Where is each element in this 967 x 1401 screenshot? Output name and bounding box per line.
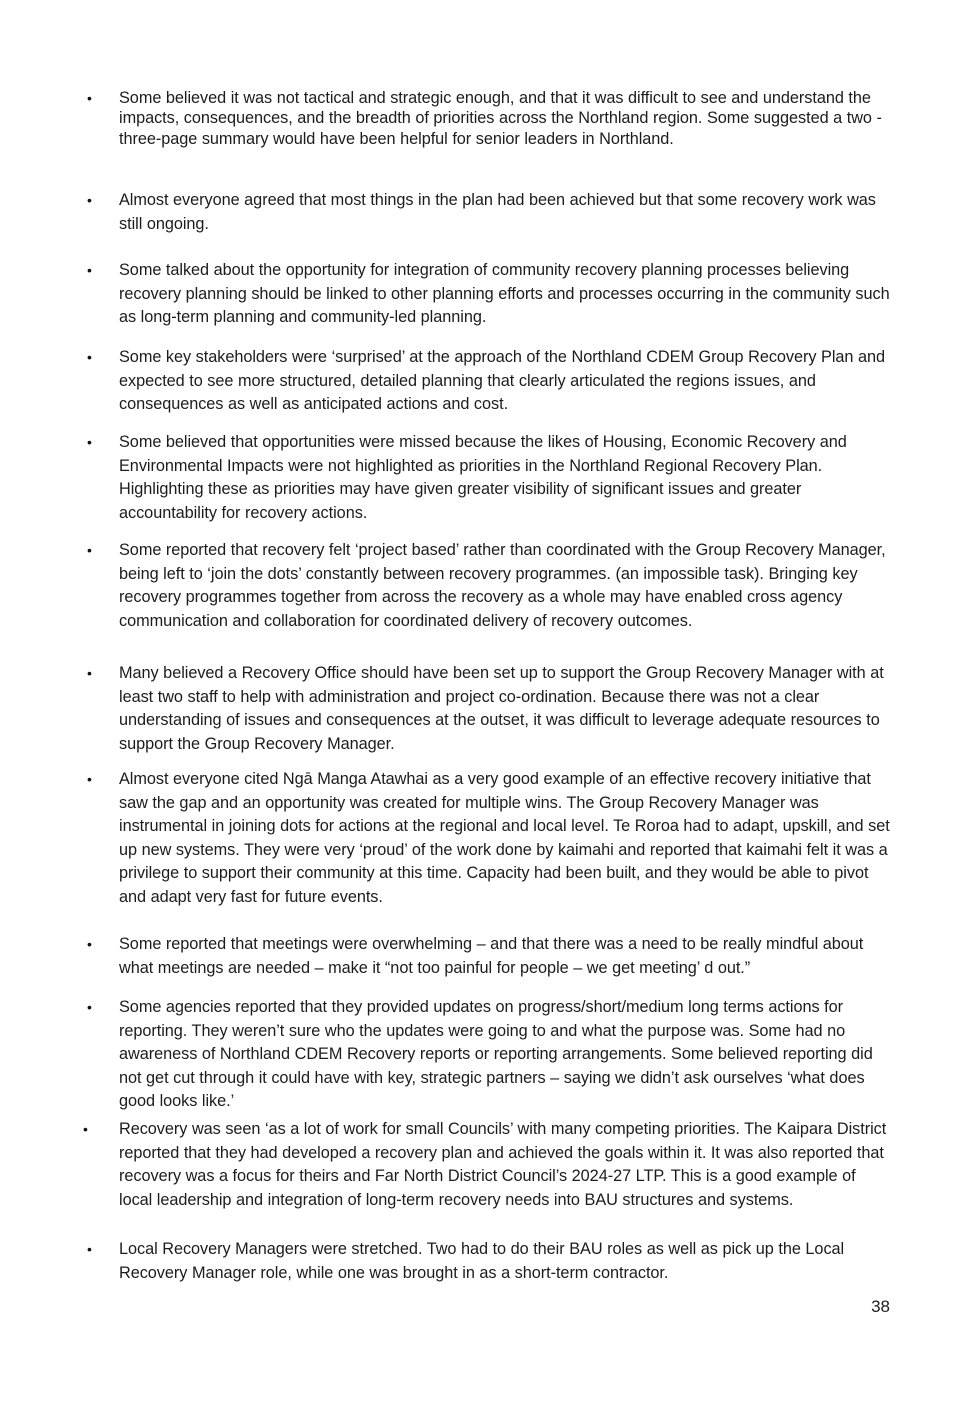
bullet-marker-icon: • [87,434,92,450]
bullet-text: Some reported that meetings were overwhelming – and that there was a need to be really mindful about what meetings are needed – make it “not too painful for people – we get meeting’ d out.” [119,935,864,977]
bullet-item-meetings-overwhelming [82,933,890,980]
bullet-marker-icon: • [87,90,92,106]
bullet-item-tactical-strategic [82,88,890,149]
bullet-text: Some talked about the opportunity for integration of community recovery planning processes believing recovery planning should be linked to other planning efforts and processes occurring in the community such as long-term planning and community-led planning. [119,261,890,326]
page-number: 38 [871,1297,890,1316]
bullet-item-missed-opportunities [82,431,890,525]
bullet-item-most-things-achieved [82,189,890,236]
bullet-text: Recovery was seen ‘as a lot of work for small Councils’ with many competing priorities. The Kaipara District reported that they had developed a recovery plan and achieved the goals within it. It was also reported that recovery was a focus for theirs and Far North District Council’s 2024-27 LTP. This is a good example of local leadership and integration of long-term recovery needs into BAU structures and systems. [119,1120,887,1209]
bullet-marker-icon: • [87,1241,92,1257]
bullet-text: Almost everyone cited Ngā Manga Atawhai as a very good example of an effective recovery initiative that saw the gap and an opportunity was created for multiple wins. The Group Recovery Manager was instrumental in joining dots for actions at the regional and local level. Te Roroa had to adapt, upskill, and set up new systems. They were very ‘proud’ of the work done by kaimahi and reported that kaimahi felt it was a privilege to support their community at this time. Capacity had been built, and they would be able to pivot and adapt very fast for future events. [119,770,890,906]
bullet-marker-icon: • [87,349,92,365]
bullet-marker-icon: • [87,665,92,681]
bullet-text: Many believed a Recovery Office should have been set up to support the Group Recovery Manager with at least two staff to help with administration and project co-ordination. Because there was not a clear understanding of issues and consequences at the outset, it was difficult to leverage adequate resources to support the Group Recovery Manager. [119,664,884,753]
bullet-marker-icon: • [83,1121,88,1137]
bullet-text: Some believed it was not tactical and strategic enough, and that it was difficult to see and understand the impacts, consequences, and the breadth of priorities across the Northland region. Some suggested a two -three-page summary would have been helpful for senior leaders in Northland. [119,89,882,148]
bullet-marker-icon: • [87,542,92,558]
bullet-text: Some believed that opportunities were missed because the likes of Housing, Economic Recovery and Environmental Impacts were not highlighted as priorities in the Northland Regional Recovery Plan. Highlighting these as priorities may have given greater visibility of significant issues and greater accountability for recovery actions. [119,433,847,522]
bullet-item-stakeholders-surprised [82,346,890,417]
bullet-item-recovery-office [82,662,890,756]
bullet-text: Almost everyone agreed that most things in the plan had been achieved but that some recovery work was still ongoing. [119,191,876,233]
bullet-marker-icon: • [87,192,92,208]
bullet-item-agency-reporting-updates [82,996,890,1114]
bullet-item-integration-community-planning [82,259,890,330]
bullet-item-project-based-recovery [82,539,890,633]
bullet-item-small-councils-workload [79,1118,890,1212]
bullet-item-local-recovery-managers-stretched [82,1238,890,1285]
bullet-text: Local Recovery Managers were stretched. Two had to do their BAU roles as well as pick up the Local Recovery Manager role, while one was brought in as a short-term contractor. [119,1240,845,1282]
bullet-marker-icon: • [87,999,92,1015]
bullet-text: Some agencies reported that they provided updates on progress/short/medium long terms actions for reporting. They weren’t sure who the updates were going to and what the purpose was. Some had no awareness of Northland CDEM Recovery reports or reporting arrangements. Some believed reporting did not get cut through it could have with key, strategic partners – saying we didn’t ask ourselves ‘what does good looks like.’ [119,998,873,1110]
bullet-marker-icon: • [87,262,92,278]
bullet-text: Some reported that recovery felt ‘project based’ rather than coordinated with the Group Recovery Manager, being left to ‘join the dots’ constantly between recovery programmes. (an impossible task). Bringing key recovery programmes together from across the recovery as a whole may have enabled cross agency communication and collaboration for coordinated delivery of recovery outcomes. [119,541,886,630]
bullet-marker-icon: • [87,771,92,787]
bullet-marker-icon: • [87,936,92,952]
bullet-item-nga-manga-atawhai [82,768,890,909]
bullet-text: Some key stakeholders were ‘surprised’ at the approach of the Northland CDEM Group Recovery Plan and expected to see more structured, detailed planning that clearly articulated the regions issues, and consequences as well as anticipated actions and cost. [119,348,886,413]
